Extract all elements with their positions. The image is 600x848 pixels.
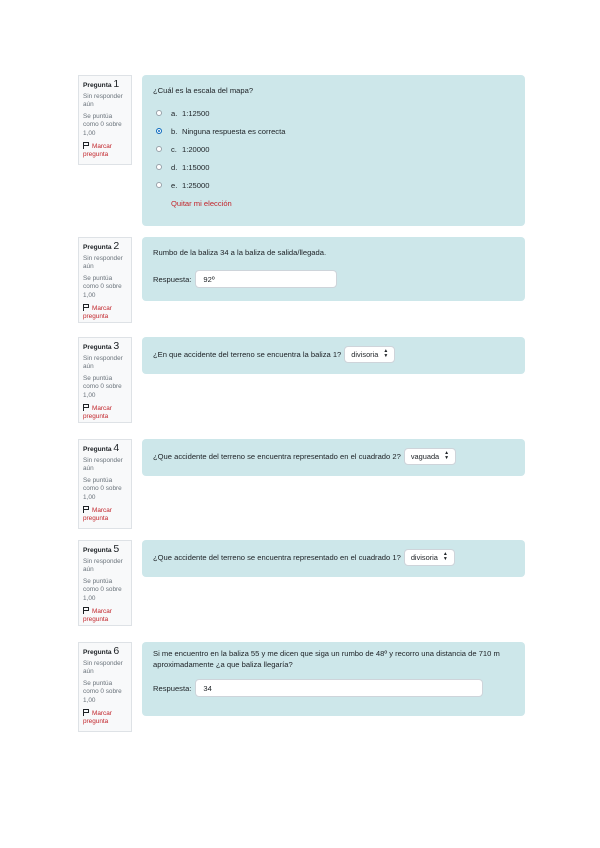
question-status: Sin responder aún bbox=[83, 659, 123, 676]
option-b[interactable]: b. Ninguna respuesta es correcta bbox=[153, 122, 514, 140]
question-score: Se puntúa como 0 sobre 1,00 bbox=[83, 476, 122, 501]
flag-question-link[interactable]: Marcar pregunta bbox=[83, 404, 112, 421]
question-info bbox=[78, 337, 132, 423]
question-status: Sin responder aún bbox=[83, 254, 123, 271]
clear-choice-link[interactable]: Quitar mi elección bbox=[171, 199, 232, 208]
question-text: ¿En que accidente del terreno se encuentra la baliza 1? bbox=[153, 349, 342, 359]
question-row bbox=[153, 548, 514, 566]
question-row bbox=[153, 447, 514, 465]
question-number: Pregunta 3 bbox=[83, 340, 120, 352]
flag-icon bbox=[83, 709, 91, 716]
question-status: Sin responder aún bbox=[83, 456, 123, 473]
question-number: Pregunta 4 bbox=[83, 442, 120, 454]
question-content bbox=[142, 540, 525, 577]
flag-question-link[interactable]: Marcar pregunta bbox=[83, 142, 112, 159]
question-status: Sin responder aún bbox=[83, 92, 123, 109]
question-score: Se puntúa como 0 sobre 1,00 bbox=[83, 112, 122, 137]
flag-icon bbox=[83, 607, 91, 614]
question-info bbox=[78, 540, 132, 626]
answer-input[interactable]: 92º bbox=[195, 270, 337, 288]
updown-arrow-icon: ▲ ▼ bbox=[383, 348, 389, 359]
flag-question-link[interactable]: Marcar pregunta bbox=[83, 506, 112, 523]
answer-select[interactable]: vaguada ▲ ▼ bbox=[404, 448, 456, 465]
question-score: Se puntúa como 0 sobre 1,00 bbox=[83, 374, 122, 399]
question-number: Pregunta 1 bbox=[83, 78, 120, 90]
question-number: Pregunta 2 bbox=[83, 240, 120, 252]
answer-input[interactable]: 34 bbox=[195, 679, 483, 697]
question-status: Sin responder aún bbox=[83, 354, 123, 371]
answer-label: Respuesta: bbox=[153, 683, 192, 693]
flag-question-link[interactable]: Marcar pregunta bbox=[83, 709, 112, 726]
option-c[interactable]: c. 1:20000 bbox=[153, 140, 514, 158]
question-content bbox=[142, 642, 525, 716]
flag-question-link[interactable]: Marcar pregunta bbox=[83, 607, 112, 624]
question-info bbox=[78, 642, 132, 732]
question-info bbox=[78, 439, 132, 529]
radio-button[interactable] bbox=[156, 182, 162, 188]
answer-options bbox=[153, 104, 514, 194]
question-status: Sin responder aún bbox=[83, 557, 123, 574]
question-score: Se puntúa como 0 sobre 1,00 bbox=[83, 577, 122, 602]
question-text: ¿Cuál es la escala del mapa? bbox=[153, 86, 254, 95]
flag-icon bbox=[83, 506, 91, 513]
question-score: Se puntúa como 0 sobre 1,00 bbox=[83, 679, 122, 704]
question-text: Rumbo de la baliza 34 a la baliza de salida/llegada. bbox=[153, 248, 327, 257]
radio-button-selected[interactable] bbox=[156, 128, 162, 134]
question-info bbox=[78, 75, 132, 165]
answer-select[interactable]: divisoria ▲ ▼ bbox=[344, 346, 395, 363]
option-e[interactable]: e. 1:25000 bbox=[153, 176, 514, 194]
question-text: Si me encuentro en la baliza 55 y me dicen que siga un rumbo de 48º y recorro una distancia de 710 m aproximadamente ¿a que baliza llegaría? bbox=[153, 649, 500, 669]
question-score: Se puntúa como 0 sobre 1,00 bbox=[83, 274, 122, 299]
question-number: Pregunta 5 bbox=[83, 543, 120, 555]
updown-arrow-icon: ▲ ▼ bbox=[442, 551, 448, 562]
radio-button[interactable] bbox=[156, 146, 162, 152]
question-text: ¿Que accidente del terreno se encuentra representado en el cuadrado 1? bbox=[153, 552, 401, 562]
question-text: ¿Que accidente del terreno se encuentra representado en el cuadrado 2? bbox=[153, 451, 401, 461]
flag-icon bbox=[83, 404, 91, 411]
answer-label: Respuesta: bbox=[153, 274, 192, 284]
question-number: Pregunta 6 bbox=[83, 645, 120, 657]
answer-row bbox=[153, 270, 514, 288]
radio-button[interactable] bbox=[156, 164, 162, 170]
question-content bbox=[142, 337, 525, 374]
flag-icon bbox=[83, 304, 91, 311]
answer-select[interactable]: divisoria ▲ ▼ bbox=[404, 549, 455, 566]
question-info bbox=[78, 237, 132, 323]
question-row bbox=[153, 345, 514, 363]
question-content bbox=[142, 75, 525, 226]
flag-icon bbox=[83, 142, 91, 149]
radio-button[interactable] bbox=[156, 110, 162, 116]
question-content bbox=[142, 237, 525, 301]
option-a[interactable]: a. 1:12500 bbox=[153, 104, 514, 122]
answer-row bbox=[153, 679, 514, 697]
option-d[interactable]: d. 1:15000 bbox=[153, 158, 514, 176]
question-content bbox=[142, 439, 525, 476]
flag-question-link[interactable]: Marcar pregunta bbox=[83, 304, 112, 321]
updown-arrow-icon: ▲ ▼ bbox=[444, 450, 450, 461]
